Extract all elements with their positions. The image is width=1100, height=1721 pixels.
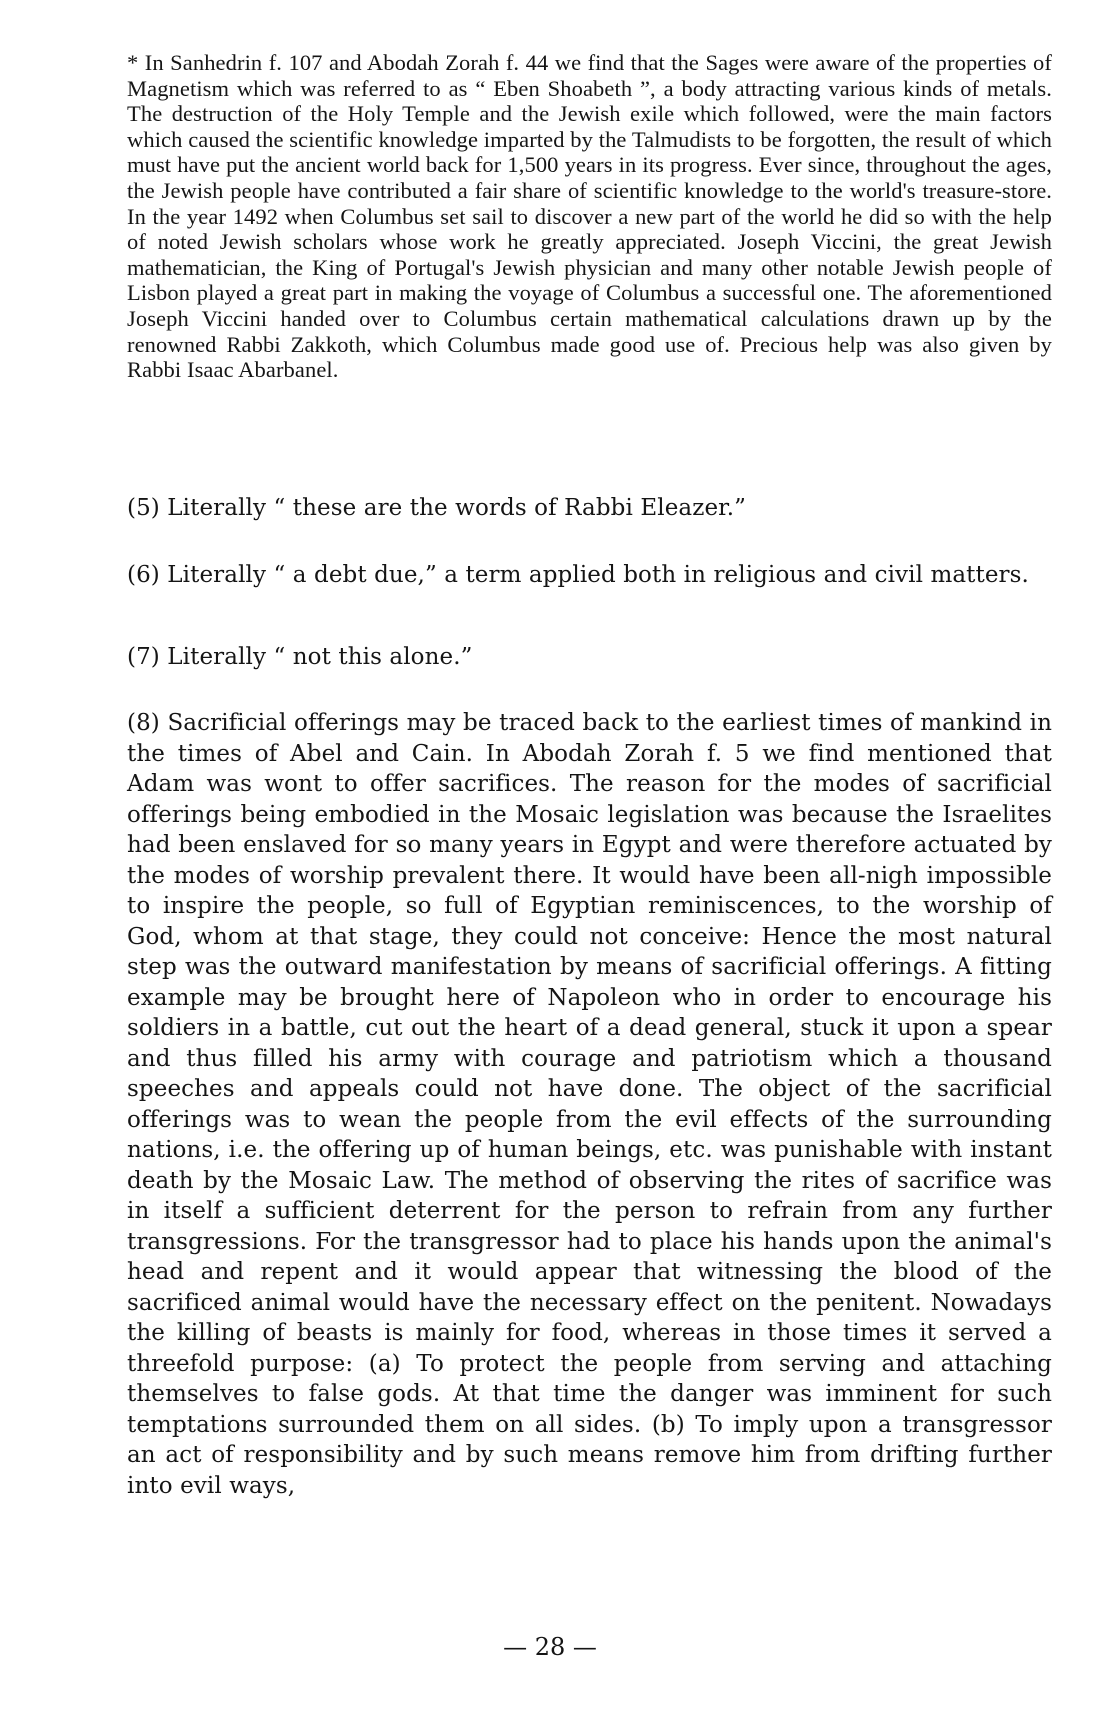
footnote-8: (8) Sacrificial offerings may be traced back to the earliest times of mankind in the times of Abel and Cain. In Abodah Zorah f. 5 we find mentioned that Adam was wont to offer sacrifices. The reason for the modes of sacrificial offerings being embodied in the Mosaic legislation was because the Israelites had been enslaved for so many years in Egypt and were therefore actuated by the modes of worship prevalent there. It would have been all-nigh impossible to inspire the people, so full of Egyptian reminiscences, to the worship of God, whom at that stage, they could not conceive: Hence the most natural step was the outward manifestation by means of sacrificial offerings. A fitting example may be brought here of Napoleon who in order to encourage his soldiers in a battle, cut out the heart of a dead general, stuck it upon a spear and thus filled his army with courage and patriotism which a thousand speeches and appeals could not have done. The object of the sacrificial offerings was to wean the people from the evil effects of the surrounding nations, i.e. the offering up of human beings, etc. was punishable with instant death by the Mosaic Law. The method of observing the rites of sacrifice was in itself a sufficient deterrent for the person to refrain from any further transgressions. For the transgressor had to place his hands upon the animal's head and repent and it would appear that witnessing the blood of the sacrificed animal would have the necessary effect on the penitent. Nowadays the killing of beasts is mainly for food, whereas in those times it served a threefold purpose: (a) To protect the people from serving and attaching themselves to false gods. At that time the danger was imminent for such temptations surrounded them on all sides. (b) To imply upon a transgressor an act of responsibility and by such means remove him from drifting further into evil ways, [127,710,1052,1499]
page-number: — 28 — [503,1633,597,1661]
footnote-star-paragraph: * In Sanhedrin f. 107 and Abodah Zorah f. 44 we find that the Sages were aware of the properties of Magnetism which was referred to as “ Eben Shoabeth ”, a body attracting various kinds of metals. The destruction of the Holy Temple and the Jewish exile which followed, were the main factors which caused the scientific knowledge imparted by the Talmudists to be forgotten, the result of which must have put the ancient world back for 1,500 years in its progress. Ever since, throughout the ages, the Jewish people have contributed a fair share of scientific knowledge to the world's treasure-store. In the year 1492 when Columbus set sail to discover a new part of the world he did so with the help of noted Jewish scholars whose work he greatly appreciated. Joseph Viccini, the great Jewish mathematician, the King of Portugal's Jewish physician and many other notable Jewish people of Lisbon played a great part in making the voyage of Columbus a successful one. The aforementioned Joseph Viccini handed over to Columbus certain mathematical calculations drawn up by the renowned Rabbi Zakkoth, which Columbus made good use of. Precious help was also given by Rabbi Isaac Abarbanel. [127,50,1052,383]
footnote-5: (5) Literally “ these are the words of Rabbi Eleazer.” [127,495,747,521]
footnote-7: (7) Literally “ not this alone.” [127,644,473,670]
footnote-6: (6) Literally “ a debt due,” a term applied both in religious and civil matters. [127,562,1029,588]
